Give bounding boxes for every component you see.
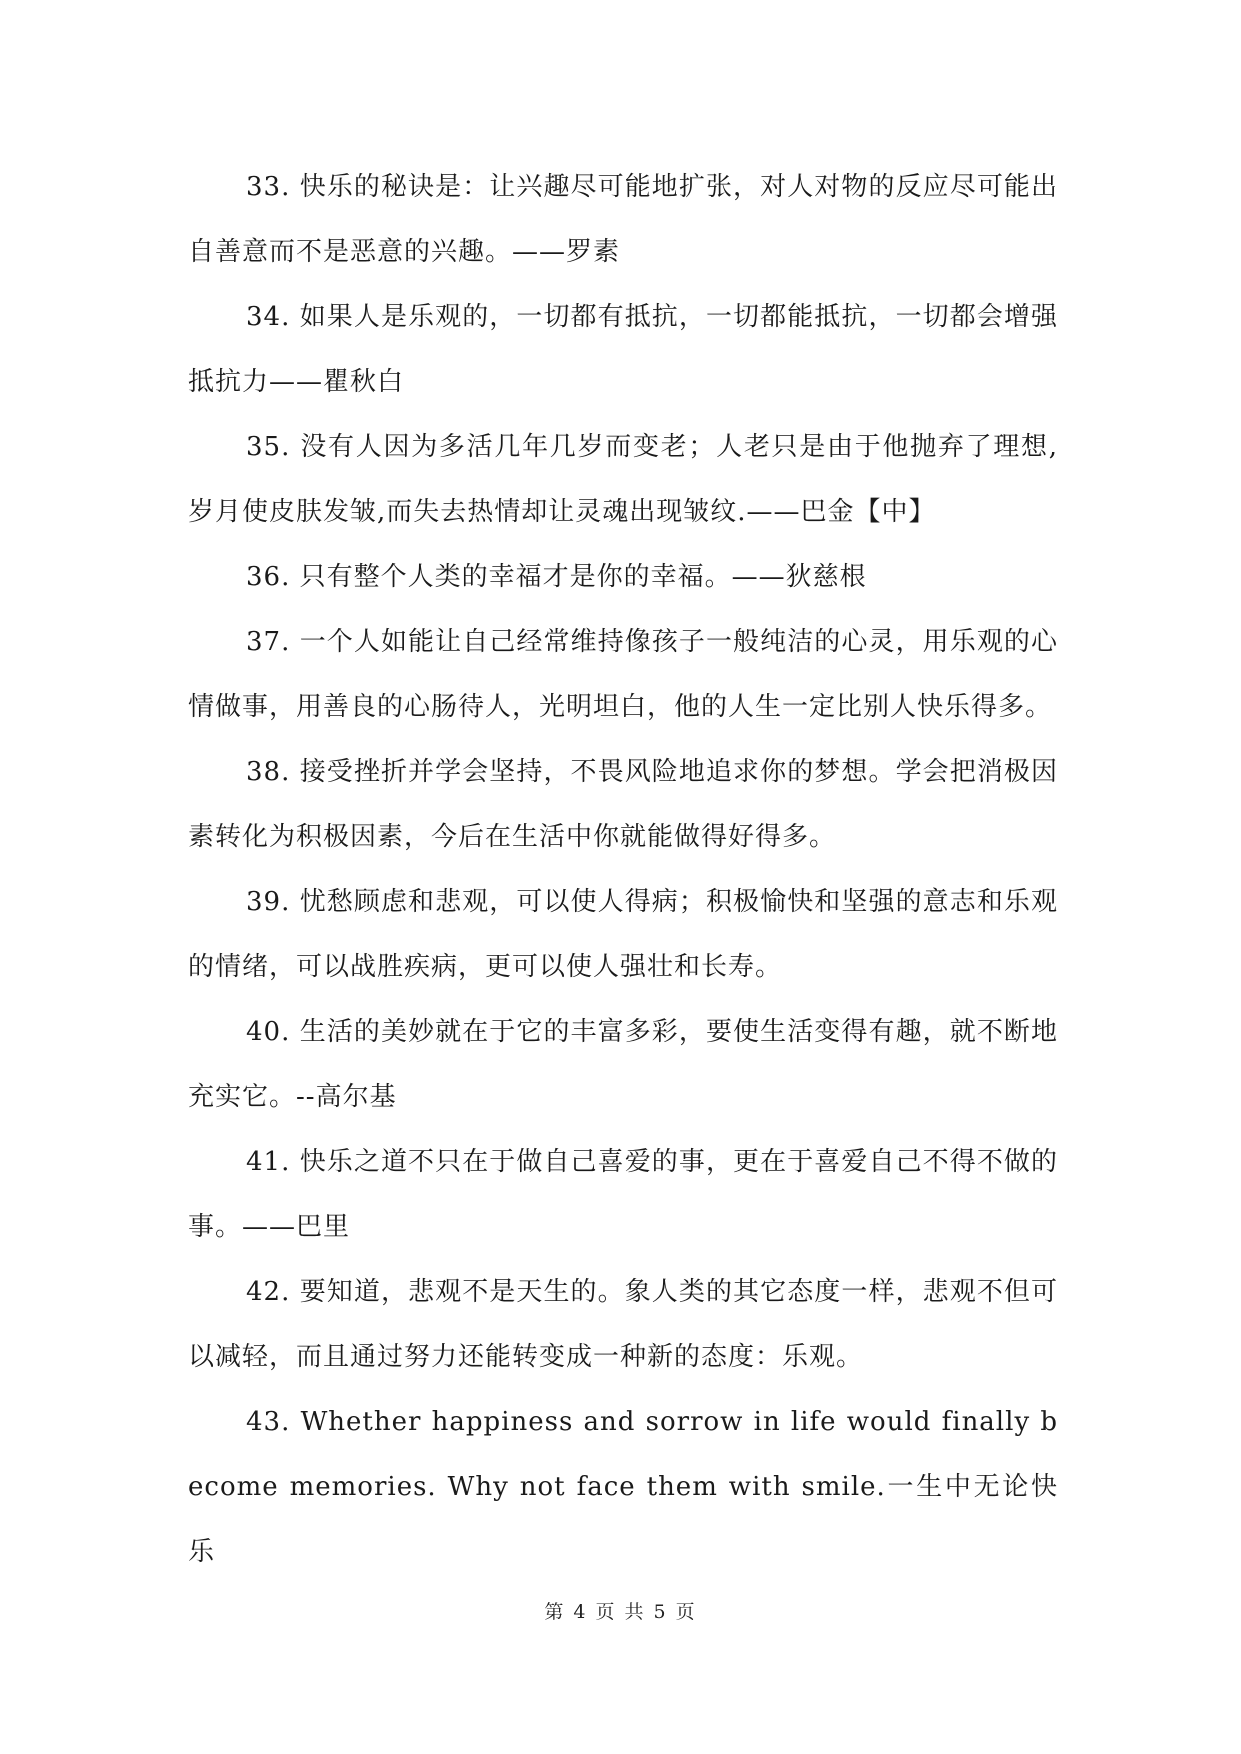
quote-paragraph-37: 37. 一个人如能让自己经常维持像孩子一般纯洁的心灵，用乐观的心情做事，用善良的心肠待人，光明坦白，他的人生一定比别人快乐得多。 [188, 627, 1058, 722]
quote-paragraph-35: 35. 没有人因为多活几年几岁而变老；人老只是由于他抛弃了理想,岁月使皮肤发皱,而失去热情却让灵魂出现皱纹.——巴金【中】 [188, 432, 1058, 527]
quote-paragraph-34: 34. 如果人是乐观的，一切都有抵抗，一切都能抵抗，一切都会增强抵抗力——瞿秋白 [188, 302, 1058, 397]
page-number-footer: 第 4 页 共 5 页 [544, 1601, 697, 1623]
quote-paragraph-33: 33. 快乐的秘诀是：让兴趣尽可能地扩张，对人对物的反应尽可能出自善意而不是恶意的兴趣。——罗素 [188, 172, 1058, 267]
quote-paragraph-40: 40. 生活的美妙就在于它的丰富多彩，要使生活变得有趣，就不断地充实它。--高尔基 [188, 1017, 1058, 1112]
quote-paragraph-39: 39. 忧愁顾虑和悲观，可以使人得病；积极愉快和坚强的意志和乐观的情绪，可以战胜疾病，更可以使人强壮和长寿。 [188, 887, 1058, 982]
quote-paragraph-42: 42. 要知道，悲观不是天生的。象人类的其它态度一样，悲观不但可以减轻，而且通过努力还能转变成一种新的态度：乐观。 [188, 1277, 1058, 1372]
quote-paragraph-36: 36. 只有整个人类的幸福才是你的幸福。——狄慈根 [246, 562, 867, 592]
quote-paragraph-41: 41. 快乐之道不只在于做自己喜爱的事，更在于喜爱自己不得不做的事。——巴里 [188, 1147, 1058, 1242]
document-body [188, 155, 1058, 1585]
quote-paragraph-43: 43. Whether happiness and sorrow in life would finally become memories. Why not face them with smile.一生中无论快乐 [188, 1407, 1058, 1567]
quote-paragraph-38: 38. 接受挫折并学会坚持，不畏风险地追求你的梦想。学会把消极因素转化为积极因素，今后在生活中你就能做得好得多。 [188, 757, 1058, 852]
